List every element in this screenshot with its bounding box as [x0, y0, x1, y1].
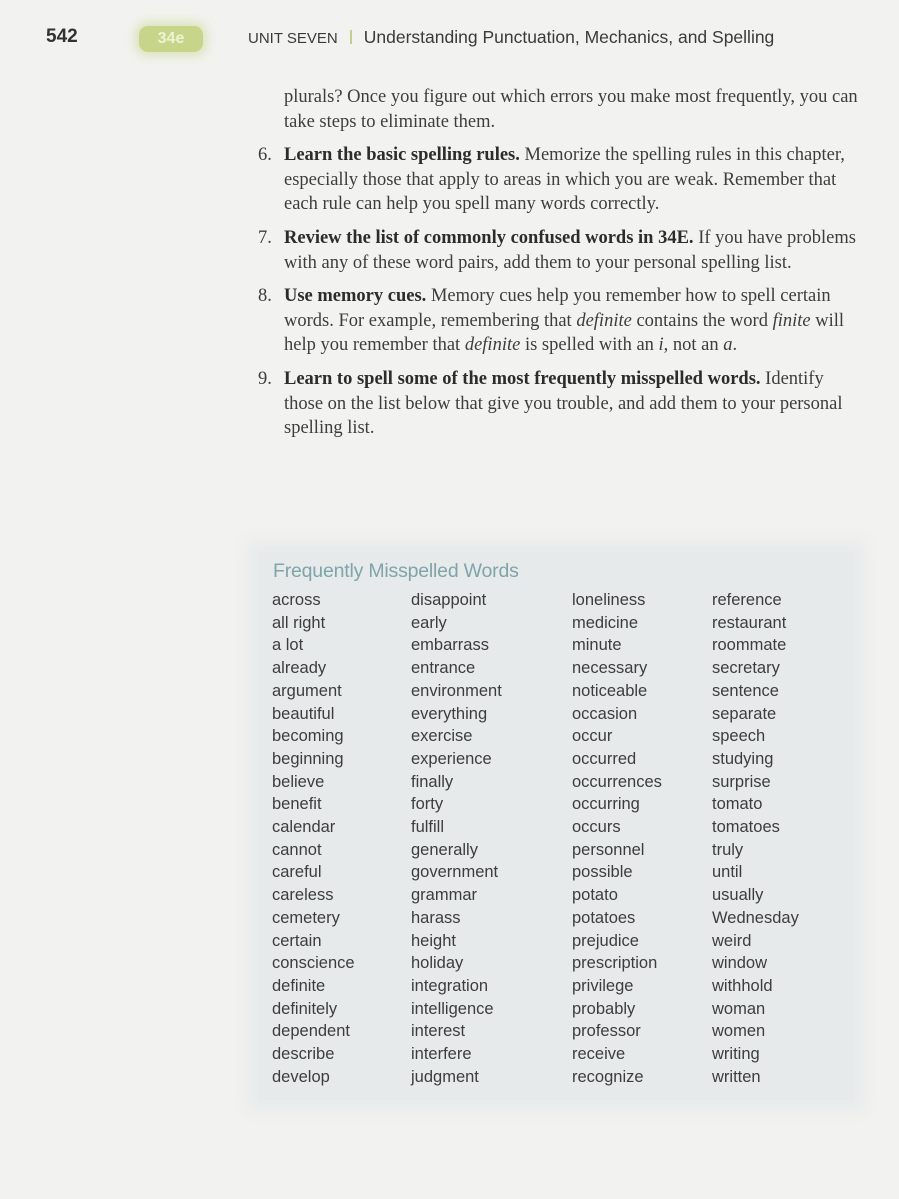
item-text [284, 143, 861, 217]
word-list-item: secretary [712, 659, 780, 678]
item-body: Identify those on the list below that give you trouble, and add them to your personal spelling list. [284, 368, 843, 439]
emphasis-letter: a [723, 335, 733, 356]
emphasis-word: finite [772, 310, 811, 331]
word-list-item: government [411, 863, 499, 882]
word-list-item: tomatoes [712, 818, 780, 837]
separator-bar [350, 30, 352, 44]
item-body-part: will help you remember that [284, 310, 845, 356]
word-list-item: occurs [572, 818, 621, 837]
word-list-item: forty [411, 795, 444, 814]
word-list-item: studying [712, 749, 774, 768]
list-item-7 [251, 226, 861, 275]
word-list-item: medicine [572, 613, 639, 632]
item-heading: Review the list of commonly confused words in 34E. [284, 227, 694, 248]
word-list-item: tomato [712, 795, 763, 814]
word-list-item: window [712, 954, 768, 973]
word-list-item: written [712, 1067, 761, 1086]
item-heading: Use memory cues. [284, 286, 427, 307]
word-list-item: dependent [272, 1022, 350, 1041]
word-list-item: separate [712, 704, 777, 723]
word-list-item: potato [572, 886, 618, 905]
word-list-item: necessary [572, 659, 648, 678]
list-item-8 [251, 284, 861, 358]
word-list-item: a lot [272, 636, 304, 655]
item-text [284, 284, 861, 358]
word-list-item: prescription [572, 954, 658, 973]
body-text [251, 85, 861, 450]
word-list-item: beautiful [272, 704, 335, 723]
word-list-item: interest [411, 1022, 466, 1041]
word-list-item: withhold [712, 976, 773, 995]
item-text [284, 367, 861, 441]
item-body-part: contains the word [631, 310, 773, 331]
word-list-item: prejudice [572, 931, 639, 950]
word-list-item: reference [712, 591, 782, 609]
list-item-9 [251, 367, 861, 441]
word-column-2 [411, 589, 502, 1088]
word-list-item: Wednesday [712, 908, 799, 927]
item-body-part: is spelled with an [520, 335, 659, 356]
word-list-item: benefit [272, 795, 322, 814]
word-column-1 [272, 589, 355, 1088]
chapter-badge: 34e [139, 26, 203, 52]
item-text [284, 226, 861, 275]
word-list-item: personnel [572, 840, 645, 859]
continued-paragraph: plurals? Once you figure out which errors you make most frequently, you can take steps to eliminate them. [284, 87, 858, 132]
word-list-item: probably [572, 999, 636, 1018]
word-list-item: interfere [411, 1045, 472, 1064]
word-column-3 [572, 589, 662, 1088]
word-column-4 [712, 589, 799, 1088]
word-list-item: receive [572, 1045, 626, 1064]
word-list-item: sentence [712, 681, 779, 700]
item-body: Memorize the spelling rules in this chapter, especially those that apply to areas in which you are weak. Remember that each rule can help you spell many words correctly. [284, 145, 845, 215]
box-title: Frequently Misspelled Words [273, 560, 519, 582]
section-title: Understanding Punctuation, Mechanics, and Spelling [363, 27, 775, 47]
item-body-part: . [732, 335, 738, 356]
page-number: 542 [46, 26, 78, 47]
word-list-item: occur [572, 727, 613, 746]
word-list-item: speech [712, 727, 766, 746]
word-list-item: writing [712, 1045, 760, 1064]
word-list-item: describe [272, 1045, 335, 1064]
emphasis-word: definite [576, 310, 632, 331]
word-list-item: possible [572, 863, 633, 882]
word-list-item: environment [411, 681, 502, 700]
word-list-item: cemetery [272, 908, 340, 927]
word-list-item: noticeable [572, 681, 648, 700]
word-list-item: loneliness [572, 591, 646, 609]
word-list-item: conscience [272, 954, 355, 973]
word-list-item: believe [272, 772, 325, 791]
word-list-item: occurrences [572, 772, 662, 791]
word-list-item: develop [272, 1067, 330, 1086]
word-list-item: disappoint [411, 591, 487, 609]
item-number: 7. [258, 227, 272, 248]
word-list-item: potatoes [572, 908, 636, 927]
word-list-item: fulfill [411, 818, 445, 837]
word-list-item: integration [411, 976, 489, 995]
word-list-item: all right [272, 613, 326, 632]
word-list-item: recognize [572, 1067, 644, 1086]
word-list-item: women [712, 1022, 766, 1041]
word-list-item: truly [712, 840, 744, 859]
item-body: If you have problems with any of these word pairs, add them to your personal spelling list. [284, 227, 856, 273]
misspelled-words-box [258, 552, 854, 1100]
word-list-item: weird [712, 931, 752, 950]
word-list-item: careful [272, 863, 322, 882]
word-list-item: certain [272, 931, 322, 950]
word-list-item: already [272, 659, 327, 678]
word-list-item: across [272, 591, 321, 609]
word-list-item: early [411, 613, 447, 632]
word-list-item: roommate [712, 636, 787, 655]
word-list-item: definitely [272, 999, 338, 1018]
word-list-item: privilege [572, 976, 634, 995]
item-heading: Learn to spell some of the most frequently misspelled words. [284, 368, 761, 389]
word-list-item: intelligence [411, 999, 494, 1018]
word-list-item: professor [572, 1022, 641, 1041]
word-list-item: occurred [572, 749, 637, 768]
word-list-item: harass [411, 908, 461, 927]
word-list-item: restaurant [712, 613, 787, 632]
word-list-item: definite [272, 976, 326, 995]
word-list-item: woman [712, 999, 766, 1018]
word-list-item: occurring [572, 795, 640, 814]
page-header [0, 0, 899, 80]
word-list-item: beginning [272, 749, 344, 768]
word-list-item: generally [411, 840, 478, 859]
item-body-part: , not an [663, 335, 724, 356]
word-list-item: until [712, 863, 743, 882]
word-list-item: occasion [572, 704, 638, 723]
word-list-item: holiday [411, 954, 464, 973]
word-list-item: careless [272, 886, 334, 905]
item-number: 9. [258, 368, 272, 389]
word-list-item: experience [411, 749, 492, 768]
unit-label: UNIT SEVEN [248, 30, 338, 47]
list-item-6 [251, 143, 861, 217]
item-number: 8. [258, 286, 272, 307]
word-list-item: entrance [411, 659, 476, 678]
running-head [248, 27, 774, 48]
word-list-item: everything [411, 704, 488, 723]
emphasis-word: definite [464, 335, 521, 356]
word-list-item: argument [272, 681, 342, 700]
word-list-item: calendar [272, 818, 336, 837]
word-list-item: usually [712, 886, 764, 905]
word-list-item: height [411, 931, 456, 950]
word-list-item: embarrass [411, 636, 489, 655]
word-list-item: cannot [272, 840, 322, 859]
item-heading: Learn the basic spelling rules. [284, 145, 520, 166]
word-list-item: becoming [272, 727, 344, 746]
word-list-item: exercise [411, 727, 473, 746]
item-body-part: Memory cues help you remember how to spell certain words. For example, remembering that [284, 286, 831, 331]
word-list-item: grammar [411, 886, 478, 905]
word-list-item: minute [572, 636, 622, 655]
emphasis-letter: i [658, 335, 664, 356]
item-number: 6. [258, 145, 272, 166]
word-list-item: surprise [712, 772, 771, 791]
word-list-item: finally [411, 772, 454, 791]
word-list-item: judgment [411, 1067, 479, 1086]
